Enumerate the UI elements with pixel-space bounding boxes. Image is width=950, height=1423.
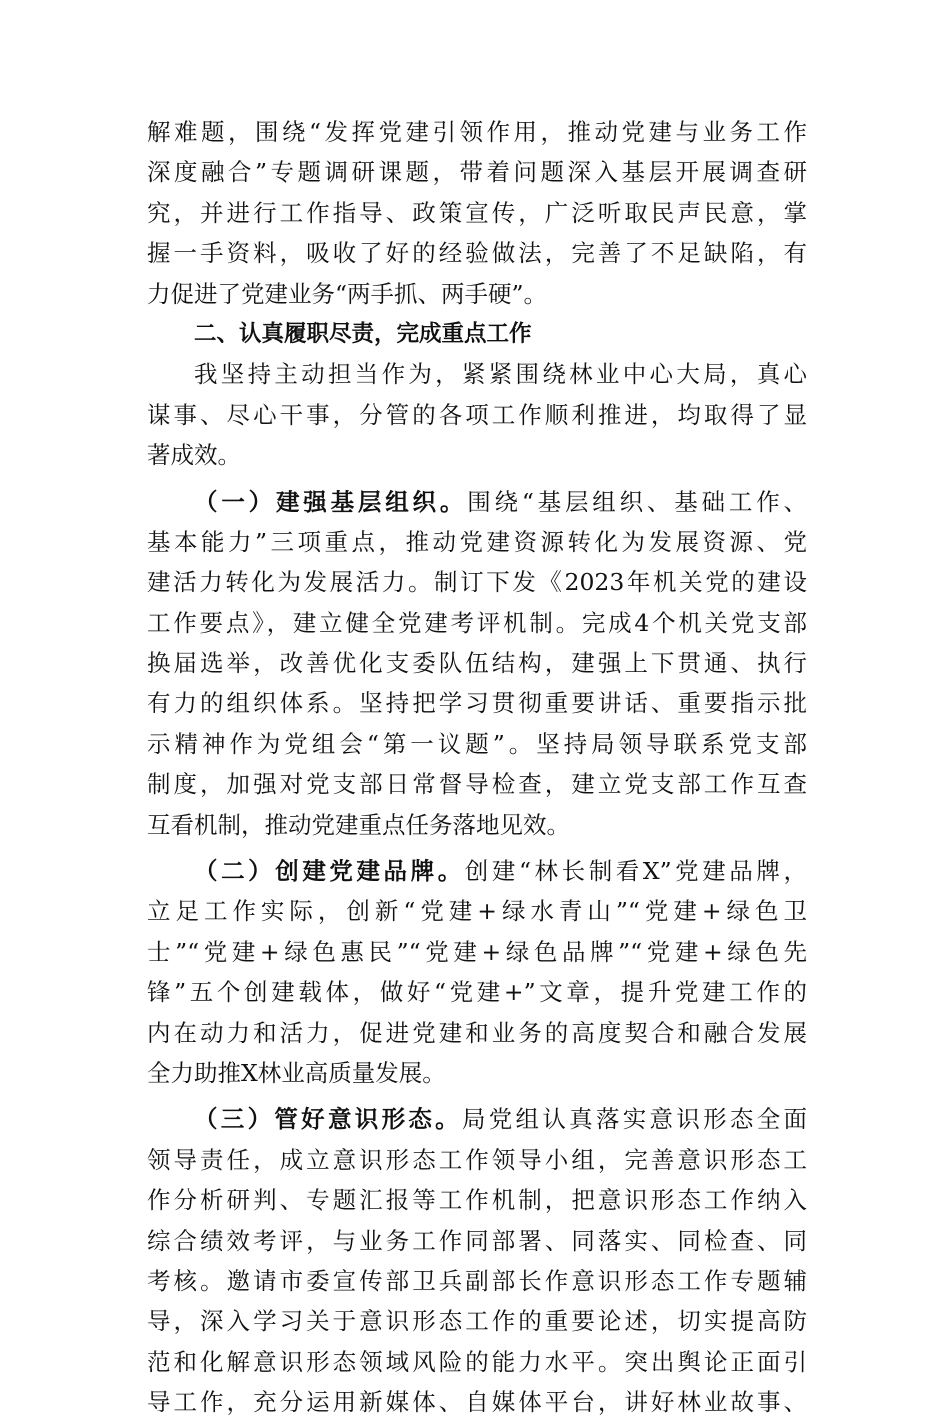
text-line: 范和化解意识形态领域风险的能力水平。突出舆论正面引 [147, 1347, 807, 1376]
text-line: 考核。邀请市委宣传部卫兵副部长作意识形态工作专题辅 [147, 1266, 807, 1295]
text-line: 著成效。 [147, 441, 241, 470]
item-text: 围绕“基层组织、基础工作、 [467, 487, 808, 516]
text-line: 制度，加强对党支部日常督导检查，建立党支部工作互查 [147, 770, 807, 799]
text-line: 握一手资料，吸收了好的经验做法，完善了不足缺陷，有 [147, 239, 807, 268]
text-line: 全力助推X林业高质量发展。 [147, 1058, 446, 1087]
text-line: 导工作，充分运用新媒体、自媒体平台，讲好林业故事、 [147, 1388, 807, 1417]
item-lead: （二）创建党建品牌。 [194, 857, 465, 886]
text-line: 深度融合”专题调研课题，带着问题深入基层开展调查研 [147, 158, 807, 187]
paragraph-item-3 [147, 1099, 807, 1422]
paragraph-overview [147, 354, 807, 475]
text-line [147, 851, 807, 891]
item-text: 创建“林长制看X”党建品牌， [464, 857, 808, 886]
text-line: 综合绩效考评，与业务工作同部署、同落实、同检查、同 [147, 1226, 807, 1255]
text-line: 工作要点》，建立健全党建考评机制。完成4个机关党支部 [147, 608, 807, 637]
text-line: 力促进了党建业务“两手抓、两手硬”。 [147, 279, 548, 308]
text-line: 互看机制，推动党建重点任务落地见效。 [147, 810, 570, 839]
section-heading: 二、认真履职尽责，完成重点工作 [194, 320, 532, 347]
paragraph-intro [147, 112, 807, 314]
text-line [147, 1099, 807, 1139]
text-line: 内在动力和活力，促进党建和业务的高度契合和融合发展 [147, 1018, 807, 1047]
text-line: 换届选举，改善优化支委队伍结构，建强上下贯通、执行 [147, 649, 807, 678]
text-line: 士”“党建+绿色惠民”“党建+绿色品牌”“党建+绿色先 [147, 937, 807, 966]
text-line: 究，并进行工作指导、政策宣传，广泛听取民声民意，掌 [147, 198, 807, 227]
text-line: 我坚持主动担当作为，紧紧围绕林业中心大局，真心 [194, 360, 807, 389]
text-line: 解难题，围绕“发挥党建引领作用，推动党建与业务工作 [147, 118, 807, 146]
text-line: 锋”五个创建载体，做好“党建+”文章，提升党建工作的 [147, 978, 807, 1007]
text-line: 示精神作为党组会“第一议题”。坚持局领导联系党支部 [147, 729, 807, 758]
text-line: 立足工作实际，创新“党建+绿水青山”“党建+绿色卫 [147, 897, 807, 926]
paragraph-item-2 [147, 851, 807, 1093]
item-text: 局党组认真落实意识形态全面 [461, 1105, 808, 1134]
text-line: 基本能力”三项重点，推动党建资源转化为发展资源、党 [147, 527, 807, 556]
text-line: 作分析研判、专题汇报等工作机制，把意识形态工作纳入 [147, 1186, 807, 1215]
item-lead: （一）建强基层组织。 [194, 487, 468, 516]
text-line: 导，深入学习关于意识形态工作的重要论述，切实提高防 [147, 1307, 807, 1336]
text-line: 有力的组织体系。坚持把学习贯彻重要讲话、重要指示批 [147, 689, 807, 718]
text-line: 领导责任，成立意识形态工作领导小组，完善意识形态工 [147, 1145, 807, 1174]
document-body [147, 112, 807, 1423]
paragraph-item-1 [147, 482, 807, 846]
text-line [147, 482, 807, 522]
text-line: 谋事、尽心干事，分管的各项工作顺利推进，均取得了显 [147, 400, 807, 429]
item-lead: （三）管好意识形态。 [194, 1105, 462, 1134]
text-line: 建活力转化为发展活力。制订下发《2023年机关党的建设 [147, 568, 807, 597]
